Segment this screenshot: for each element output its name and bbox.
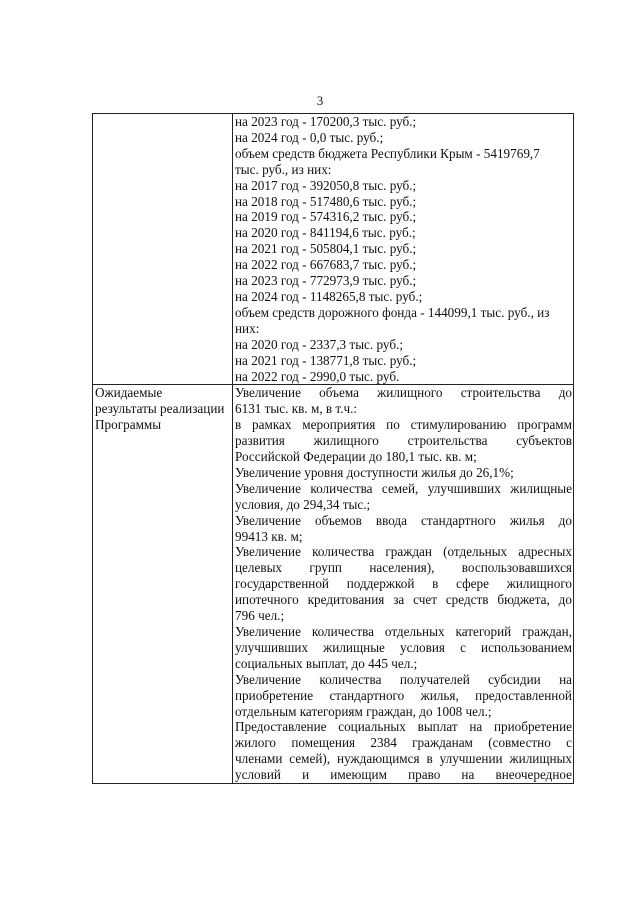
text-line: на 2021 год - 505804,1 тыс. руб.;	[235, 241, 417, 257]
funding-value-cell	[233, 114, 574, 385]
text-line: на 2024 год - 1148265,8 тыс. руб.;	[235, 288, 423, 304]
text-line: государственной поддержкой в сфере жилищного	[235, 576, 572, 592]
text-line: Увеличение объема жилищного строительства до	[235, 385, 572, 401]
text-line: улучшивших жилищные условия с использованием	[235, 639, 572, 655]
text-line: отдельным категориям граждан, до 1008 чел.;	[235, 703, 492, 719]
text-line: условий и имеющим право на внеочередное	[235, 767, 572, 783]
page-number: 3	[316, 93, 324, 108]
label-line: результаты реализации	[95, 401, 225, 417]
text-line: на 2022 год - 667683,7 тыс. руб.;	[235, 257, 417, 273]
table-row-funding	[93, 114, 574, 385]
text-line: объем средств бюджета Республики Крым - 5419769,7	[235, 145, 540, 161]
label-line: Ожидаемые	[95, 385, 163, 401]
row-label-cell	[93, 114, 233, 385]
label-line: Программы	[95, 417, 162, 433]
text-line: условия, до 294,34 тыс.;	[235, 496, 371, 512]
text-line: объем средств дорожного фонда - 144099,1 тыс. руб., из	[235, 304, 550, 320]
text-line: на 2021 год - 138771,8 тыс. руб.;	[235, 352, 417, 368]
text-line: Предоставление социальных выплат на приобретение	[235, 719, 572, 735]
text-line: жилого помещения 2384 гражданам (совместно с	[235, 735, 572, 751]
text-line: на 2023 год - 772973,9 тыс. руб.;	[235, 273, 417, 289]
text-line: Увеличение количества отдельных категорий граждан,	[235, 624, 572, 639]
text-line: социальных выплат, до 445 чел.;	[235, 655, 418, 671]
text-line: целевых групп населения), воспользовавшихся	[235, 560, 572, 576]
text-line: ипотечного кредитования за счет средств бюджета, до	[235, 592, 572, 608]
text-line: членами семей), нуждающимся в улучшении жилищных	[235, 751, 572, 767]
expected-results-label-cell	[93, 385, 233, 784]
text-line: Российской Федерации до 180,1 тыс. кв. м;	[235, 449, 477, 465]
text-line: 796 чел.;	[235, 608, 285, 624]
text-line: на 2023 год - 170200,3 тыс. руб.;	[235, 114, 417, 129]
table-row-expected-results	[93, 385, 574, 784]
text-line: на 2019 год - 574316,2 тыс. руб.;	[235, 209, 417, 225]
text-line: Увеличение уровня доступности жилья до 26,1%;	[235, 464, 514, 480]
program-passport-table	[92, 113, 574, 784]
text-line: 6131 тыс. кв. м, в т.ч.:	[235, 401, 358, 417]
text-line: на 2020 год - 2337,3 тыс. руб.;	[235, 336, 404, 352]
text-line: тыс. руб., из них:	[235, 161, 332, 177]
text-line: них:	[235, 320, 260, 336]
text-line: на 2024 год - 0,0 тыс. руб.;	[235, 129, 384, 145]
text-line: в рамках мероприятия по стимулированию программ	[235, 417, 572, 433]
text-line: Увеличение количества семей, улучшивших жилищные	[235, 480, 572, 496]
text-line: Увеличение объемов ввода стандартного жилья до	[235, 512, 572, 528]
text-line: на 2017 год - 392050,8 тыс. руб.;	[235, 177, 417, 193]
text-line: Увеличение количества получателей субсидии на	[235, 671, 572, 687]
text-line: на 2018 год - 517480,6 тыс. руб.;	[235, 193, 417, 209]
text-line: 99413 кв. м;	[235, 528, 303, 544]
text-line: приобретение стандартного жилья, предоставленной	[235, 687, 572, 703]
text-line: на 2020 год - 841194,6 тыс. руб.;	[235, 225, 416, 241]
text-line: на 2022 год - 2990,0 тыс. руб.	[235, 368, 400, 384]
text-line: Увеличение количества граждан (отдельных адресных	[235, 544, 572, 560]
text-line: развития жилищного строительства субъектов	[235, 433, 572, 449]
expected-results-value-cell	[233, 385, 574, 784]
